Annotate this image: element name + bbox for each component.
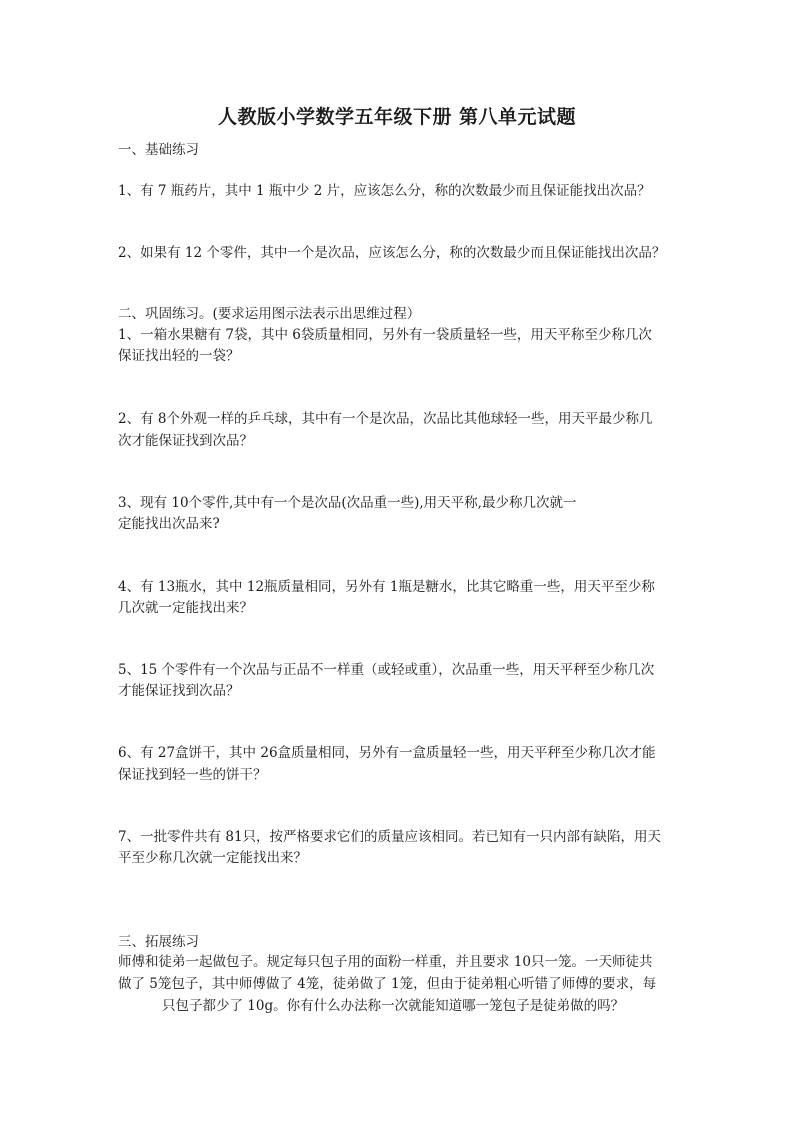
question-2-3-line-1: 3、现有 10个零件,其中有一个是次品(次品重一些),用天平称,最少称几次就一 [118, 495, 577, 511]
section3-heading: 三、拓展练习 [118, 934, 199, 950]
section1-heading: 一、基础练习 [118, 142, 199, 158]
question-2-4-line-1: 4、有 13瓶水，其中 12瓶质量相同，另外有 1瓶是糖水，比其它略重一些，用天平至少称 [118, 579, 655, 595]
question-2-5-line-1: 5、15 个零件有一个次品与正品不一样重（或轻或重），次品重一些，用天平秤至少称几次 [118, 662, 655, 678]
question-2-1-line-1: 1、一箱水果糖有 7袋，其中 6袋质量相同，另外有一袋质量轻一些，用天平称至少称几次 [118, 327, 652, 343]
question-2-2-line-2: 次才能保证找到次品？ [118, 433, 253, 449]
question-2-1-line-2: 保证找出轻的一袋？ [118, 348, 240, 364]
question-2-4-line-2: 几次就一定能找出来？ [118, 600, 253, 616]
question-2-6-line-2: 保证找到轻一些的饼干？ [118, 767, 267, 783]
extension-text-line-3: 只包子都少了 10g。你有什么办法称一次就能知道哪一笼包子是徒弟做的吗？ [162, 998, 625, 1014]
question-1-1: 1、有 7 瓶药片，其中 1 瓶中少 2 片，应该怎么分，称的次数最少而且保证能找出次品？ [118, 183, 651, 199]
question-2-2-line-1: 2、有 8个外观一样的乒乓球，其中有一个是次品，次品比其他球轻一些，用天平最少称几 [118, 411, 653, 427]
question-2-5-line-2: 才能保证找到次品？ [118, 683, 240, 699]
question-2-7-line-1: 7、一批零件共有 81只，按严格要求它们的质量应该相同。若已知有一只内部有缺陷，用天 [118, 829, 662, 845]
question-1-2: 2、如果有 12 个零件，其中一个是次品，应该怎么分，称的次数最少而且保证能找出次品？ [118, 245, 666, 261]
extension-text-line-1: 师傅和徒弟一起做包子。规定每只包子用的面粉一样重，并且要求 10只一笼。一天师徒共 [118, 954, 653, 970]
section2-heading: 二、巩固练习。(要求运用图示法表示出思维过程） [118, 306, 421, 322]
question-2-7-line-2: 平至少称几次就一定能找出来？ [118, 850, 307, 866]
page-title: 人教版小学数学五年级下册 第八单元试题 [217, 106, 577, 128]
question-2-6-line-1: 6、有 27盒饼干，其中 26盒质量相同，另外有一盒质量轻一些，用天平秤至少称几次才能 [118, 745, 656, 761]
extension-text-line-2: 做了 5笼包子，其中师傅做了 4笼，徒弟做了 1笼，但由于徒弟粗心听错了师傅的要求，每 [118, 976, 657, 992]
question-2-3-line-2: 定能找出次品来? [118, 516, 220, 532]
